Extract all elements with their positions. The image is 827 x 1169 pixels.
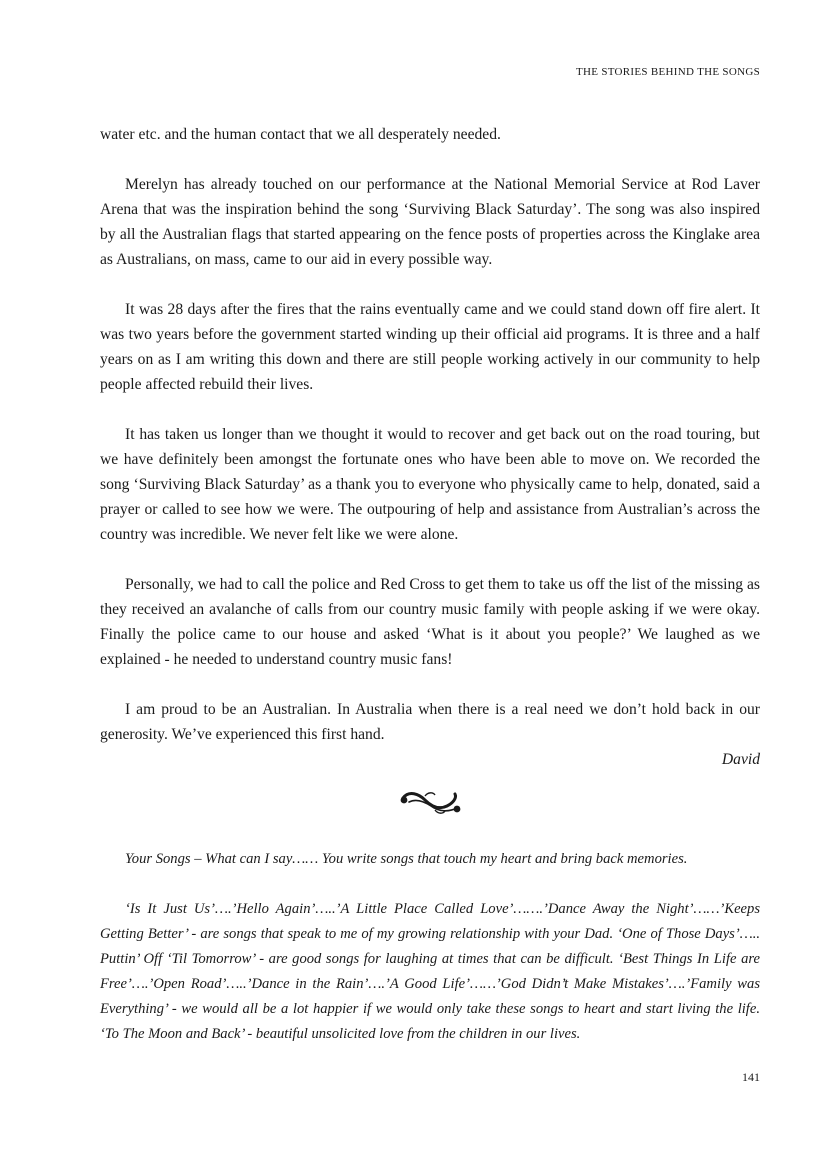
signature: David [721, 751, 760, 768]
letter-paragraph: ‘Is It Just Us’….’Hello Again’…..’A Little Place Called Love’…….’Dance Away the Night’……’Keeps Getting Better’ - are songs that speak to me of my growing relationship with your Dad. ‘One of Those Days’….. Puttin’ Off ‘Til Tomorrow’ - are good songs for laughing at times that can be difficult. ‘Best Things In Life are Free’….’Open Road’…..’Dance in the Rain’….’A Good Life’……’God Didn’t Make Mistakes’….’Family was Everything’ - we would all be a lot happier if we would only take these songs to heart and start living the life. ‘To The Moon and Back’ - beautiful unsolicited love from the children in our lives. [100, 901, 760, 1042]
story-paragraph: I am proud to be an Australian. In Australia when there is a real need we don’t hold back in our generosity. We’ve experienced this first hand. [100, 701, 760, 743]
page-number: 141 [742, 1070, 760, 1084]
story-paragraph: Merelyn has already touched on our performance at the National Memorial Service at Rod Laver Arena that was the inspiration behind the song ‘Surviving Black Saturday’. The song was also inspired by all the Australian flags that started appearing on the fence posts of properties across the Kinglake area as Australians, on mass, came to our aid in every possible way. [100, 176, 760, 268]
letter-body [100, 847, 760, 1047]
story-paragraph: It was 28 days after the fires that the rains eventually came and we could stand down off fire alert. It was two years before the government started winding up their official aid programs. It is three and a half years on as I am writing this down and there are still people working actively in our community to help people affected rebuild their lives. [100, 301, 760, 393]
story-body [100, 122, 760, 772]
story-paragraph: It has taken us longer than we thought it would to recover and get back out on the road touring, but we have definitely been amongst the fortunate ones who have been able to move on. We recorded the song ‘Surviving Black Saturday’ as a thank you to everyone who physically came to help, donated, said a prayer or called to see how we were. The outpouring of help and assistance from Australian’s across the country was incredible. We never felt like we were alone. [100, 426, 760, 543]
running-header: THE STORIES BEHIND THE SONGS [575, 66, 760, 78]
story-paragraph: Personally, we had to call the police and Red Cross to get them to take us off the list of the missing as they received an avalanche of calls from our country music family with people asking if we were okay. Finally the police came to our house and asked ‘What is it about you people?’ We laughed as we explained - he needed to understand country music fans! [100, 576, 760, 668]
story-paragraph: water etc. and the human contact that we all desperately needed. [100, 126, 501, 143]
letter-paragraph: Your Songs – What can I say…… You write songs that touch my heart and bring back memories. [125, 851, 688, 867]
fleuron-flourish-icon [395, 788, 465, 816]
